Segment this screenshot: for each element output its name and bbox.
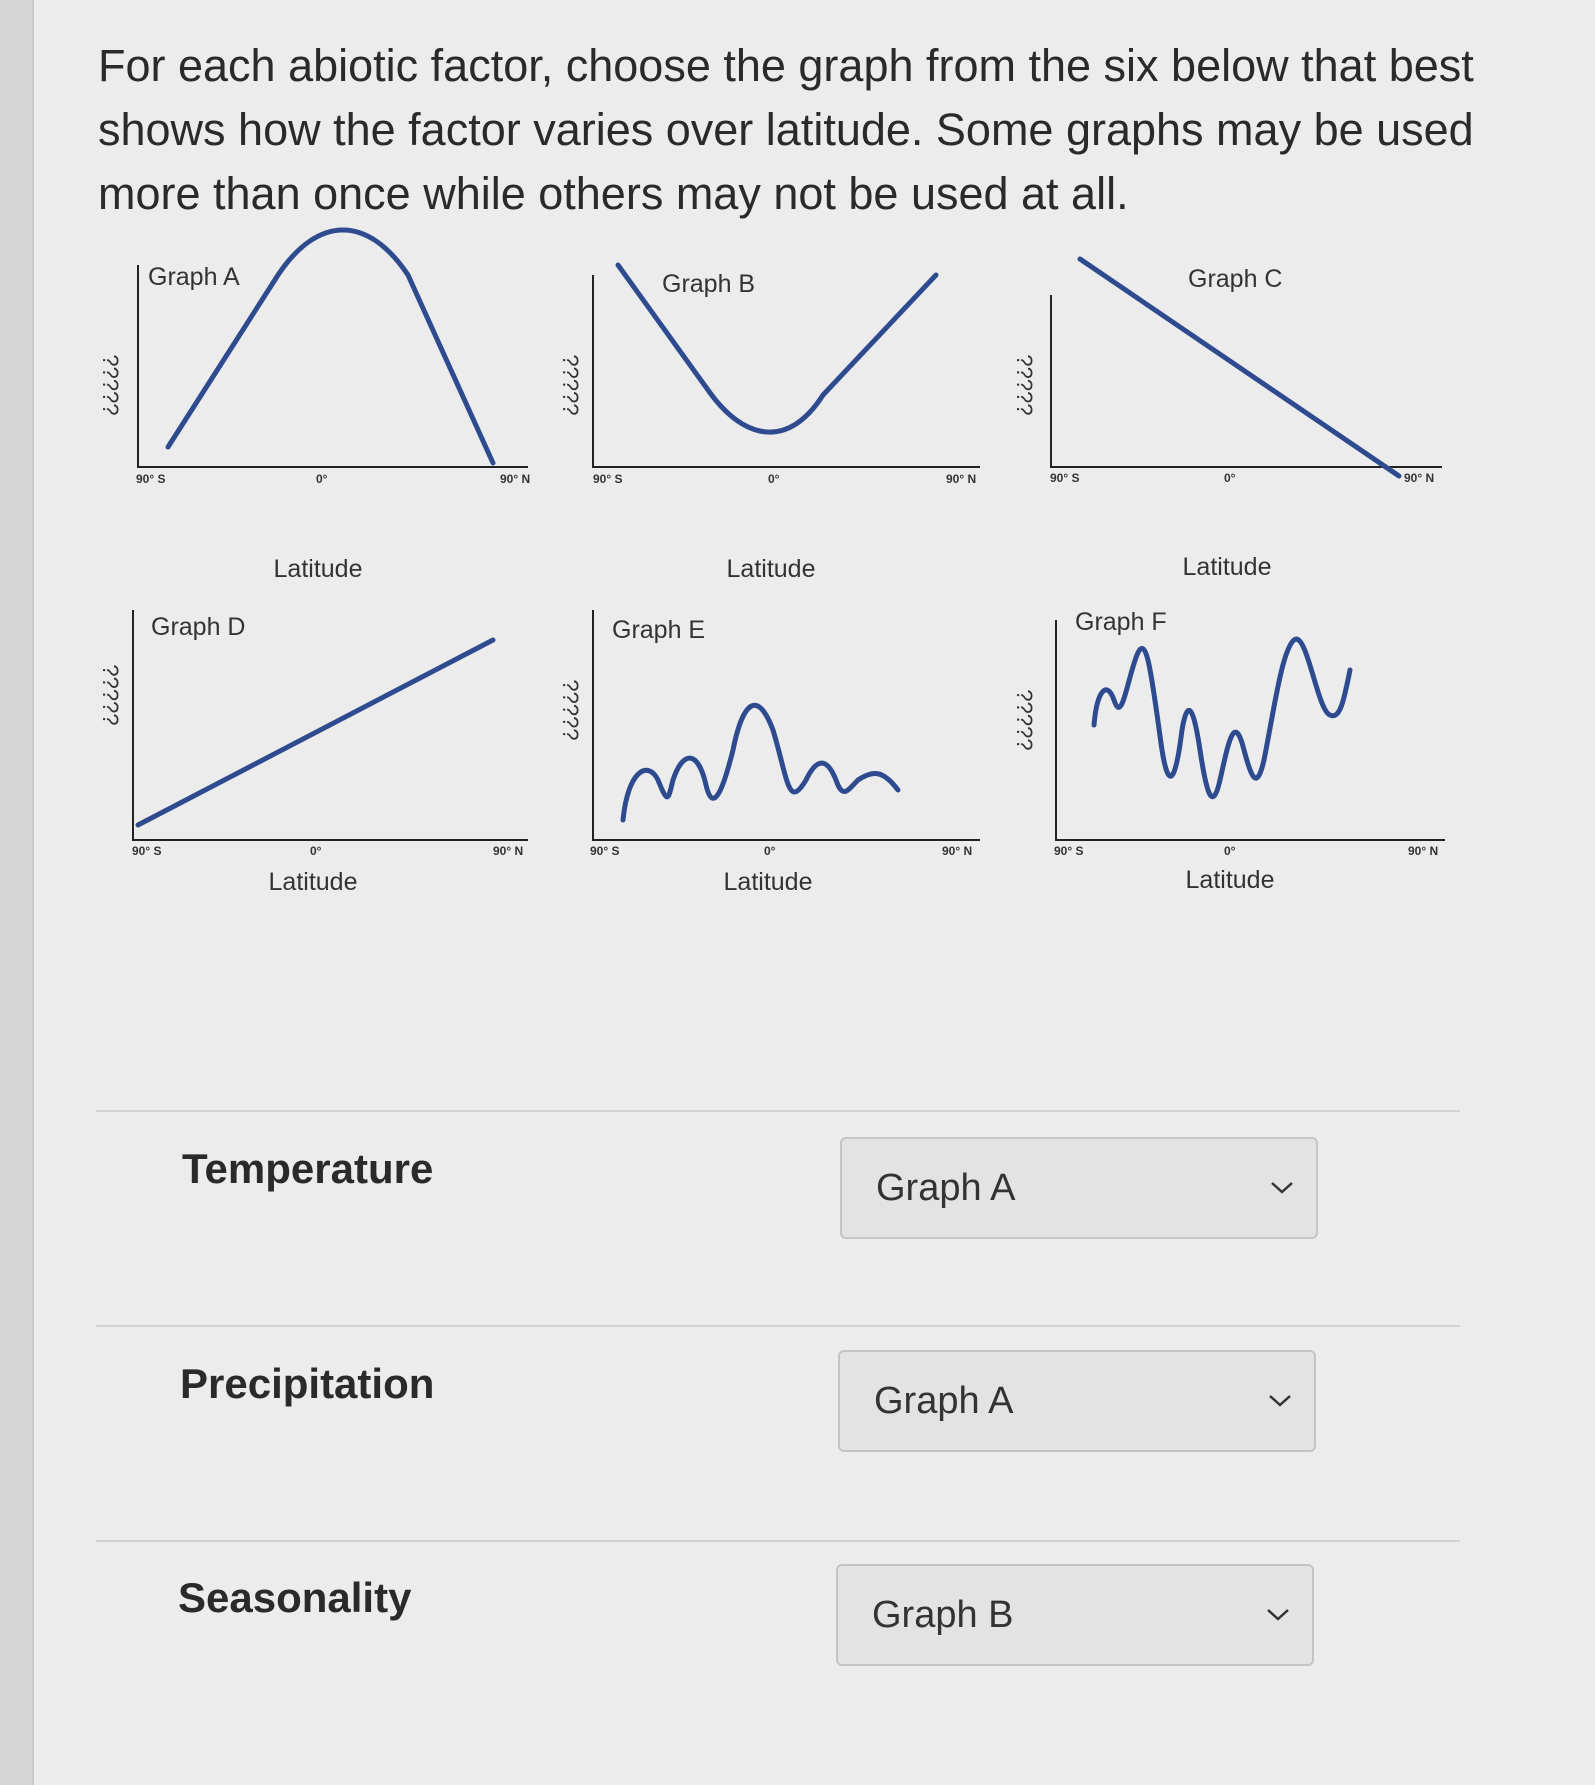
divider: [96, 1110, 1460, 1112]
tick-equator: 0°: [316, 472, 328, 486]
tick-equator: 0°: [310, 844, 322, 858]
factor-label-precipitation: Precipitation: [180, 1360, 435, 1407]
trend-curve: [623, 705, 898, 820]
precipitation-graph-select[interactable]: [838, 1350, 1316, 1452]
trend-curve: [1094, 639, 1350, 797]
graph-title: Graph A: [148, 263, 240, 291]
chevron-down-icon: [1264, 1604, 1292, 1624]
axes: [138, 265, 528, 467]
x-axis-label: Latitude: [273, 555, 363, 583]
temperature-graph-select[interactable]: [840, 1137, 1318, 1239]
y-axis-label: ?????: [98, 664, 123, 726]
factor-label-seasonality: Seasonality: [178, 1574, 412, 1621]
graph-b: [548, 255, 977, 585]
x-axis-label: Latitude: [268, 868, 358, 896]
tick-south: 90° S: [1050, 471, 1080, 485]
tick-south: 90° S: [590, 844, 620, 858]
y-axis-label: ?????: [1012, 354, 1037, 416]
tick-north: 90° N: [942, 844, 973, 858]
trend-curve: [138, 640, 493, 825]
graph-f: [1002, 600, 1439, 910]
y-axis-label: ?????: [98, 354, 123, 416]
tick-equator: 0°: [1224, 471, 1236, 485]
graph-title: Graph E: [612, 616, 706, 644]
tick-north: 90° N: [1408, 844, 1439, 858]
x-axis-label: Latitude: [1182, 553, 1272, 581]
x-axis-label: Latitude: [1185, 866, 1275, 894]
question-text: For each abiotic factor, choose the graph from the six below that best shows how the factor varies over latitude. Some graphs may be used more than once while others may not be used at all.: [98, 40, 1474, 219]
select-value: Graph A: [874, 1380, 1014, 1422]
select-value: Graph A: [876, 1167, 1016, 1209]
axes: [1056, 620, 1445, 840]
select-value: Graph B: [872, 1594, 1014, 1636]
tick-south: 90° S: [593, 472, 623, 486]
tick-north: 90° N: [500, 472, 531, 486]
seasonality-graph-select[interactable]: [836, 1564, 1314, 1666]
tick-equator: 0°: [764, 844, 776, 858]
tick-north: 90° N: [946, 472, 977, 486]
chevron-down-icon: [1268, 1177, 1296, 1197]
divider: [96, 1540, 1460, 1542]
tick-north: 90° N: [493, 844, 524, 858]
graph-e: [548, 600, 973, 910]
graph-a: [88, 255, 531, 585]
graph-c: [1002, 255, 1435, 585]
y-axis-label: ?????: [558, 354, 583, 416]
tick-north: 90° N: [1404, 471, 1435, 485]
factor-label-temperature: Temperature: [182, 1145, 434, 1192]
tick-south: 90° S: [136, 472, 166, 486]
tick-south: 90° S: [132, 844, 162, 858]
graph-d: [88, 600, 524, 910]
tick-south: 90° S: [1054, 844, 1084, 858]
graph-title: Graph F: [1075, 608, 1167, 636]
tick-equator: 0°: [768, 472, 780, 486]
chevron-down-icon: [1266, 1390, 1294, 1410]
graph-title: Graph C: [1188, 265, 1283, 293]
x-axis-label: Latitude: [723, 868, 813, 896]
axes: [593, 275, 980, 467]
x-axis-label: Latitude: [726, 555, 816, 583]
divider: [96, 1325, 1460, 1327]
graph-title: Graph B: [662, 270, 756, 298]
axes: [593, 610, 980, 840]
graph-title: Graph D: [151, 613, 246, 641]
y-axis-label: ?????: [558, 679, 583, 741]
y-axis-label: ?????: [1012, 689, 1037, 751]
axes: [1051, 295, 1442, 467]
tick-equator: 0°: [1224, 844, 1236, 858]
